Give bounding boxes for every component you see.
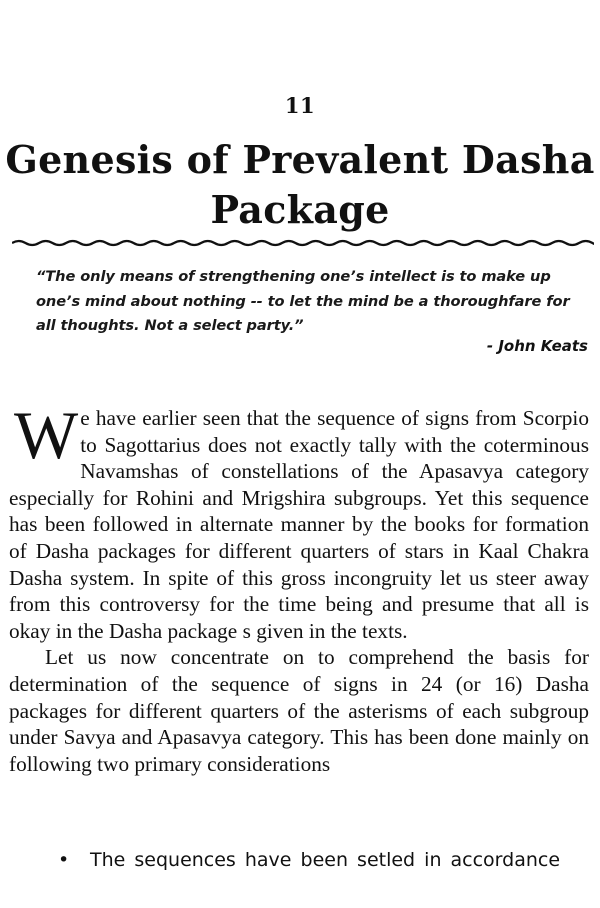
- epigraph-quote: “The only means of strengthening one’s intellect is to make up one’s mind about nothing -- to let the mind be a thoroughfare for all thoughts. Not a select party.”: [36, 268, 570, 334]
- wavy-divider: [12, 236, 594, 250]
- bullet-icon: •: [58, 849, 70, 871]
- chapter-title-text: Genesis of Prevalent Dasha Package: [5, 137, 595, 232]
- paragraph-2: Let us now concentrate on to comprehend the basis for determination of the sequence of signs in 24 (or 16) Dasha packages for different quarters of the asterisms of each subgroup under Savya and Apasavya category. This has been done mainly on following two primary considerations: [9, 645, 589, 776]
- epigraph-author: - John Keats: [486, 337, 588, 355]
- body-text: [9, 397, 589, 777]
- paragraph-1-text: e have earlier seen that the sequence of signs from Scorpio to Sagottarius does not exactly tally with the coterminous Navamshas of constellations of the Apasavya category especially for Rohini and Mrigshira subgroups. Yet this sequence has been followed in alternate manner by the books for formation of Dasha packages for different quarters of stars in Kaal Chakra Dasha system. In spite of this gross incongruity let us steer away from this controversy for the time being and presume that all is okay in the Dasha package s given in the texts.: [9, 406, 589, 643]
- chapter-number: 11: [284, 93, 316, 118]
- chapter-title: [0, 135, 600, 235]
- bullet-list-item: [58, 847, 590, 873]
- bullet-text: The sequences have been setled in accordance: [90, 849, 561, 871]
- paragraph-1: [9, 397, 589, 644]
- drop-cap: W: [14, 397, 79, 473]
